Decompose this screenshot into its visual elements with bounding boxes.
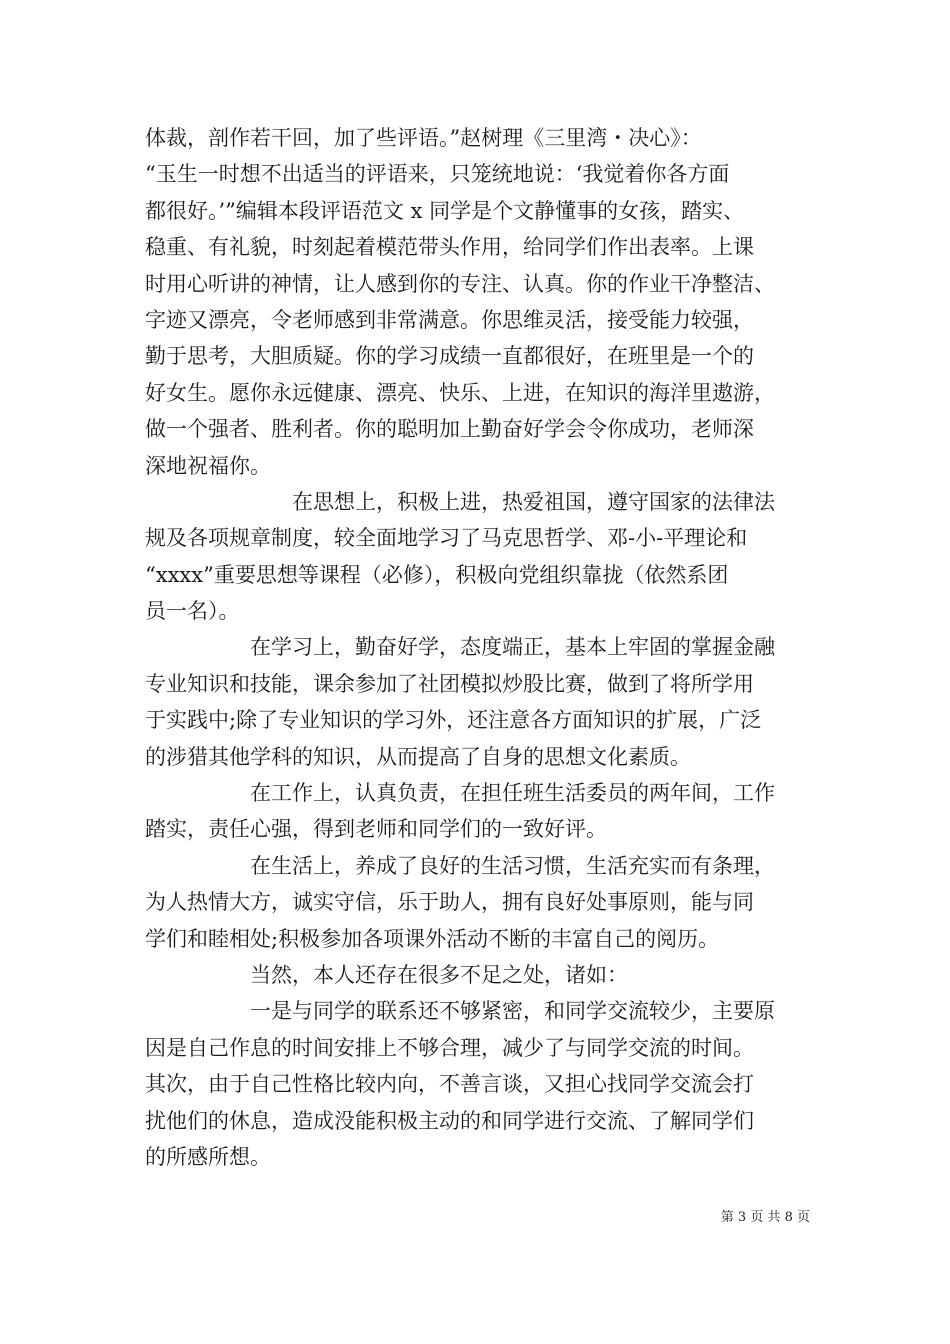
text-line: 在学习上，勤奋好学，态度端正，基本上牢固的掌握金融 xyxy=(145,635,775,660)
text-line: 在生活上，养成了良好的生活习惯，生活充实而有条理， xyxy=(145,853,775,878)
text-line: 学们和睦相处;积极参加各项课外活动不断的丰富自己的阅历。 xyxy=(145,926,720,951)
text-line: 好女生。愿你永远健康、漂亮、快乐、上进，在知识的海洋里遨游， xyxy=(145,380,775,405)
document-body xyxy=(145,120,810,1175)
text-line: 做一个强者、胜利者。你的聪明加上勤奋好学会令你成功，老师深 xyxy=(145,417,754,442)
text-line: 稳重、有礼貌，时刻起着模范带头作用，给同学们作出表率。上课 xyxy=(145,235,754,260)
text-line: 于实践中;除了专业知识的学习外，还注意各方面知识的扩展，广泛 xyxy=(145,708,762,733)
text-line: 都很好。’”编辑本段评语范文 x 同学是个文静懂事的女孩，踏实、 xyxy=(145,198,745,223)
text-line: 员一名）。 xyxy=(145,599,240,624)
text-line: 一是与同学的联系还不够紧密，和同学交流较少，主要原 xyxy=(145,999,775,1024)
text-line: 时用心听讲的神情，让人感到你的专注、认真。你的作业干净整洁、 xyxy=(145,271,775,296)
text-line: 为人热情大方，诚实守信，乐于助人，拥有良好处事原则，能与同 xyxy=(145,890,754,915)
text-line: 专业知识和技能，课余参加了社团模拟炒股比赛，做到了将所学用 xyxy=(145,671,754,696)
text-line: 其次，由于自己性格比较内向，不善言谈，又担心找同学交流会打 xyxy=(145,1072,754,1097)
text-line: 体裁，剖作若干回，加了些评语。”赵树理《三里湾・决心》： xyxy=(145,126,702,150)
text-line: 在工作上，认真负责，在担任班生活委员的两年间，工作 xyxy=(145,781,775,806)
text-line: “玉生一时想不出适当的评语来，只笼统地说：‘我觉着你各方面 xyxy=(145,162,730,187)
text-line: 规及各项规章制度，较全面地学习了马克思哲学、邓-小-平理论和 xyxy=(145,526,748,551)
text-line: 的涉猎其他学科的知识，从而提高了自身的思想文化素质。 xyxy=(145,744,691,769)
text-line: 深地祝福你。 xyxy=(145,453,271,478)
text-line: 当然，本人还存在很多不足之处，诸如： xyxy=(145,962,628,987)
text-line: 在思想上，积极上进，热爱祖国，遵守国家的法律法 xyxy=(145,489,775,514)
text-line: 因是自己作息的时间安排上不够合理，减少了与同学交流的时间。 xyxy=(145,1035,754,1060)
text-line: “xxxx”重要思想等课程（必修），积极向党组织靠拢（依然系团 xyxy=(145,562,729,587)
text-line: 踏实，责任心强，得到老师和同学们的一致好评。 xyxy=(145,817,607,842)
text-line: 扰他们的休息，造成没能积极主动的和同学进行交流、了解同学们 xyxy=(145,1108,754,1133)
text-line: 字迹又漂亮，令老师感到非常满意。你思维灵活，接受能力较强， xyxy=(145,307,754,332)
text-line: 的所感所想。 xyxy=(145,1144,271,1169)
text-line: 勤于思考，大胆质疑。你的学习成绩一直都很好，在班里是一个的 xyxy=(145,344,754,369)
page-number: 第 3 页 共 8 页 xyxy=(720,1210,810,1225)
